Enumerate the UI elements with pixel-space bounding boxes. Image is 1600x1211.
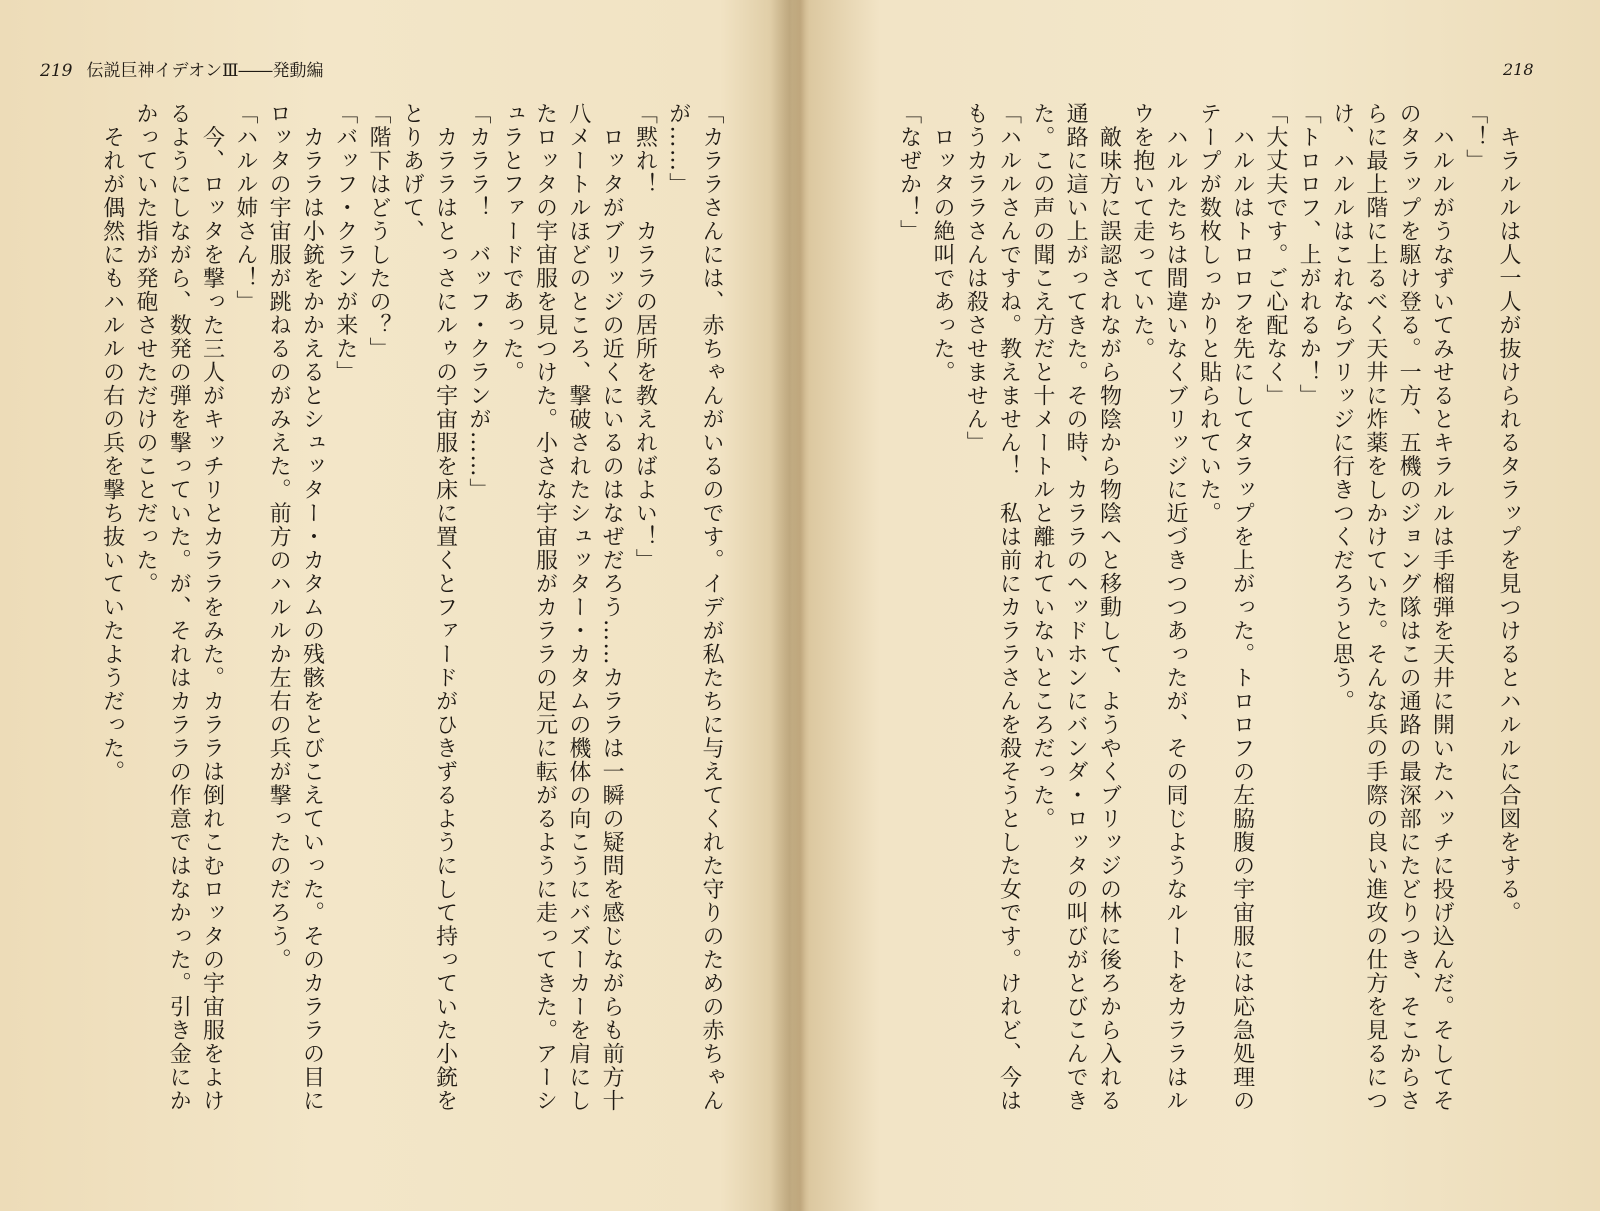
- text-line: それが偶然にもハルルの右の兵を撃ち抜いていたようだった。: [99, 102, 125, 784]
- text-line: たロッタの宇宙服を見つけた。小さな宇宙服がカララの足元に転がるように走ってきた。アーシ: [532, 102, 558, 1113]
- text-line: もうカララさんは殺させません」: [963, 102, 989, 455]
- text-line: け、ハルルはこれならブリッジに行きつくだろうと思う。: [1329, 102, 1355, 713]
- text-line: 「トロロフ、上がれるか！」: [1296, 102, 1322, 408]
- text-line: のタラップを駆け登る。一方、五機のジョング隊はこの通路の最深部にたどりつき、そこからさ: [1396, 102, 1422, 1113]
- text-line: 「カララさんには、赤ちゃんがいるのです。イデが私たちに与えてくれた守りのための赤ちゃん: [699, 102, 724, 1113]
- text-line: 「ハルルさんですね。教えません！ 私は前にカララさんを殺そうとした女です。けれど、今は: [996, 102, 1022, 1113]
- text-line: カララは小銃をかかえるとシュッター・カタムの残骸をとびこえていった。そのカララの目に: [299, 102, 325, 1113]
- text-line: るようにしながら、数発の弾を撃っていた。が、それはカララの作意ではなかった。引き金にか: [166, 102, 192, 1113]
- text-line: ロッタの宇宙服が跳ねるのがみえた。前方のハルルか左右の兵が撃ったのだろう。: [266, 102, 292, 972]
- text-line: とりあげて、: [399, 102, 425, 243]
- text-line: 「大丈夫です。ご心配なく」: [1262, 102, 1288, 408]
- text-line: カララはとっさにルゥの宇宙服を床に置くとファードがひきずるようにして持っていた小銃を: [432, 102, 458, 1113]
- text-line: 「ハルル姉さん！」: [232, 102, 258, 314]
- text-line: 八メートルほどのところ、撃破されたシュッター・カタムの機体の向こうにバズーカーを肩にし: [565, 102, 591, 1113]
- text-line: 通路に這い上がってきた。その時、カララのヘッドホンにバンダ・ロッタの叫びがとびこんでき: [1063, 102, 1089, 1113]
- text-line: 「！」: [1462, 102, 1488, 173]
- text-line: ハルルたちは間違いなくブリッジに近づきつつあったが、その同じようなルートをカララはル: [1163, 102, 1189, 1113]
- text-line: ウを抱いて走っていた。: [1129, 102, 1155, 361]
- text-line: キラルルは人一人が抜けられるタラップを見つけるとハルルに合図をする。: [1496, 102, 1521, 925]
- text-line: テープが数枚しっかりと貼られていた。: [1196, 102, 1222, 525]
- text-line: た。この声の聞こえ方だと十メートルと離れていないところだった。: [1029, 102, 1055, 831]
- text-line: 敵味方に誤認されながら物陰から物陰へと移動して、ようやくブリッジの林に後ろから入れる: [1096, 102, 1122, 1113]
- text-line: ハルルがうなずいてみせるとキラルルは手榴弾を天井に開いたハッチに投げ込んだ。そしてそ: [1429, 102, 1455, 1113]
- left-page-header: [40, 56, 324, 81]
- text-line: ハルルはトロロフを先にしてタラップを上がった。トロロフの左脇腹の宇宙服には応急処理の: [1229, 102, 1255, 1113]
- running-title: 伝説巨神イデオンⅢ――発動編: [86, 61, 324, 81]
- text-line: かっていた指が発砲させただけのことだった。: [132, 102, 158, 596]
- text-line: 「黙れ！ カララの居所を教えればよい！」: [632, 102, 658, 572]
- book-gutter: [770, 0, 806, 1211]
- text-line: が……」: [665, 102, 691, 196]
- text-line: 「バッフ・クランが来た」: [332, 102, 358, 384]
- text-line: ュラとファードであった。: [499, 102, 525, 384]
- text-line: 今、ロッタを撃った三人がキッチリとカララをみた。カララは倒れこむロッタの宇宙服をよけ: [199, 102, 225, 1113]
- text-line: ロッタがブリッジの近くにいるのはなぜだろう……カララは一瞬の疑問を感じながらも前方十: [599, 102, 625, 1113]
- text-line: らに最上階に上るべく天井に炸薬をしかけていた。そんな兵の手際の良い進攻の仕方を見るにつ: [1362, 102, 1388, 1113]
- right-page-text: [815, 102, 1525, 1142]
- text-line: ロッタの絶叫であった。: [929, 102, 955, 384]
- right-page-number: 218: [1503, 60, 1534, 79]
- text-line: 「階下はどうしたの？」: [366, 102, 392, 361]
- text-line: 「カララ！ バッフ・クランが……」: [465, 102, 491, 502]
- text-line: 「なぜか！」: [896, 102, 922, 243]
- left-page-text: [38, 102, 728, 1142]
- left-page-number: 219: [40, 61, 73, 81]
